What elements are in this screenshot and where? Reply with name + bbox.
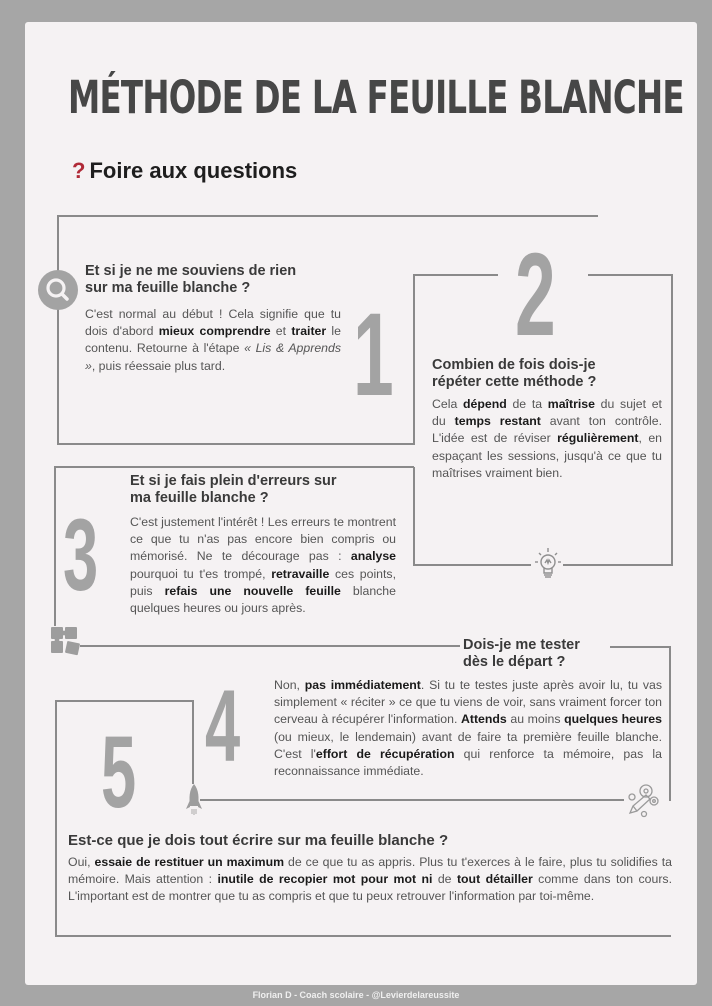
frame-line bbox=[80, 645, 460, 647]
faq-number: 5 bbox=[101, 715, 137, 829]
faq-question: Combien de fois dois-je répéter cette méthode ? bbox=[432, 357, 597, 390]
frame-line bbox=[669, 646, 671, 801]
faq-number: 1 bbox=[353, 289, 394, 421]
frame-line bbox=[671, 274, 673, 566]
page-title: MÉTHODE DE LA FEUILLE BLANCHE bbox=[68, 71, 684, 124]
frame-line bbox=[588, 274, 673, 276]
faq-number: 2 bbox=[515, 229, 556, 361]
section-heading bbox=[72, 158, 297, 184]
frame-line bbox=[563, 564, 673, 566]
frame-line bbox=[54, 466, 56, 626]
faq-answer: Oui, essaie de restituer un maximum de ce que tu as appris. Plus tu t'exerces à le faire, plus tu solidifies ta mémoire. Mais attention : inutile de recopier mot pour mot ni de tout détailler comme dans ton cours. L'important est de montrer que tu as compris et que tu peux retrouver l'information par toi-même. bbox=[68, 855, 672, 904]
puzzle-icon bbox=[49, 624, 83, 658]
faq-question: Est-ce que je dois tout écrire sur ma feuille blanche ? bbox=[68, 832, 449, 849]
faq-answer: Cela dépend de ta maîtrise du sujet et du temps restant avant ton contrôle. L'idée est de réviser régulièrement, en espaçant les sessions, jusqu'à ce que tu maîtrises vraiment bien. bbox=[432, 397, 662, 480]
faq-number: 3 bbox=[63, 498, 99, 612]
faq-answer: Non, pas immédiatement. Si tu te testes juste après avoir lu, tu vas simplement « réciter » ce que tu viens de voir, sans vraiment forcer ton cerveau à récupérer l'information. Attends au moins quelques heures (ou mieux, le lendemain) avant de faire ta première feuille blanche. C'est l'effort de récupération qui renforce ta mémoire, pas la reconnaissance immédiate. bbox=[274, 678, 662, 779]
question-mark-icon: ? bbox=[72, 158, 86, 183]
search-icon bbox=[38, 270, 78, 310]
faq-question: Dois-je me tester dès le départ ? bbox=[463, 637, 580, 670]
frame-line bbox=[57, 215, 598, 217]
frame-line bbox=[413, 274, 498, 276]
frame-line bbox=[55, 700, 194, 702]
footer-credit: Florian D - Coach scolaire - @Levierdelareussite bbox=[252, 990, 460, 1000]
frame-line bbox=[413, 274, 415, 445]
frame-line bbox=[55, 935, 671, 937]
frame-line bbox=[57, 215, 59, 445]
section-title: Foire aux questions bbox=[89, 158, 298, 183]
frame-line bbox=[55, 700, 57, 937]
faq-question: Et si je fais plein d'erreurs sur ma feuille blanche ? bbox=[130, 473, 337, 506]
frame-line bbox=[57, 443, 414, 445]
faq-answer: C'est normal au début ! Cela signifie que tu dois d'abord mieux comprendre et traiter le contenu. Retourne à l'étape « Lis & Apprends », puis réessaie plus tard. bbox=[85, 307, 341, 373]
pencil-gears-icon bbox=[624, 781, 662, 819]
frame-line bbox=[413, 564, 531, 566]
lightbulb-icon bbox=[532, 544, 564, 586]
frame-line bbox=[54, 466, 414, 468]
frame-line bbox=[413, 467, 415, 566]
frame-line bbox=[192, 700, 194, 784]
faq-answer: C'est justement l'intérêt ! Les erreurs te montrent ce que tu n'as pas encore bien compris ou mémorisé. Ne te décourage pas : analyse pourquoi tu t'es trompé, retravaille ces points, puis refais une nouvelle feuille blanche quelques heures ou jours après. bbox=[130, 515, 396, 616]
rocket-icon bbox=[185, 782, 203, 820]
faq-question: Et si je ne me souviens de rien sur ma feuille blanche ? bbox=[85, 263, 297, 296]
frame-line bbox=[200, 799, 624, 801]
faq-number: 4 bbox=[205, 669, 241, 783]
